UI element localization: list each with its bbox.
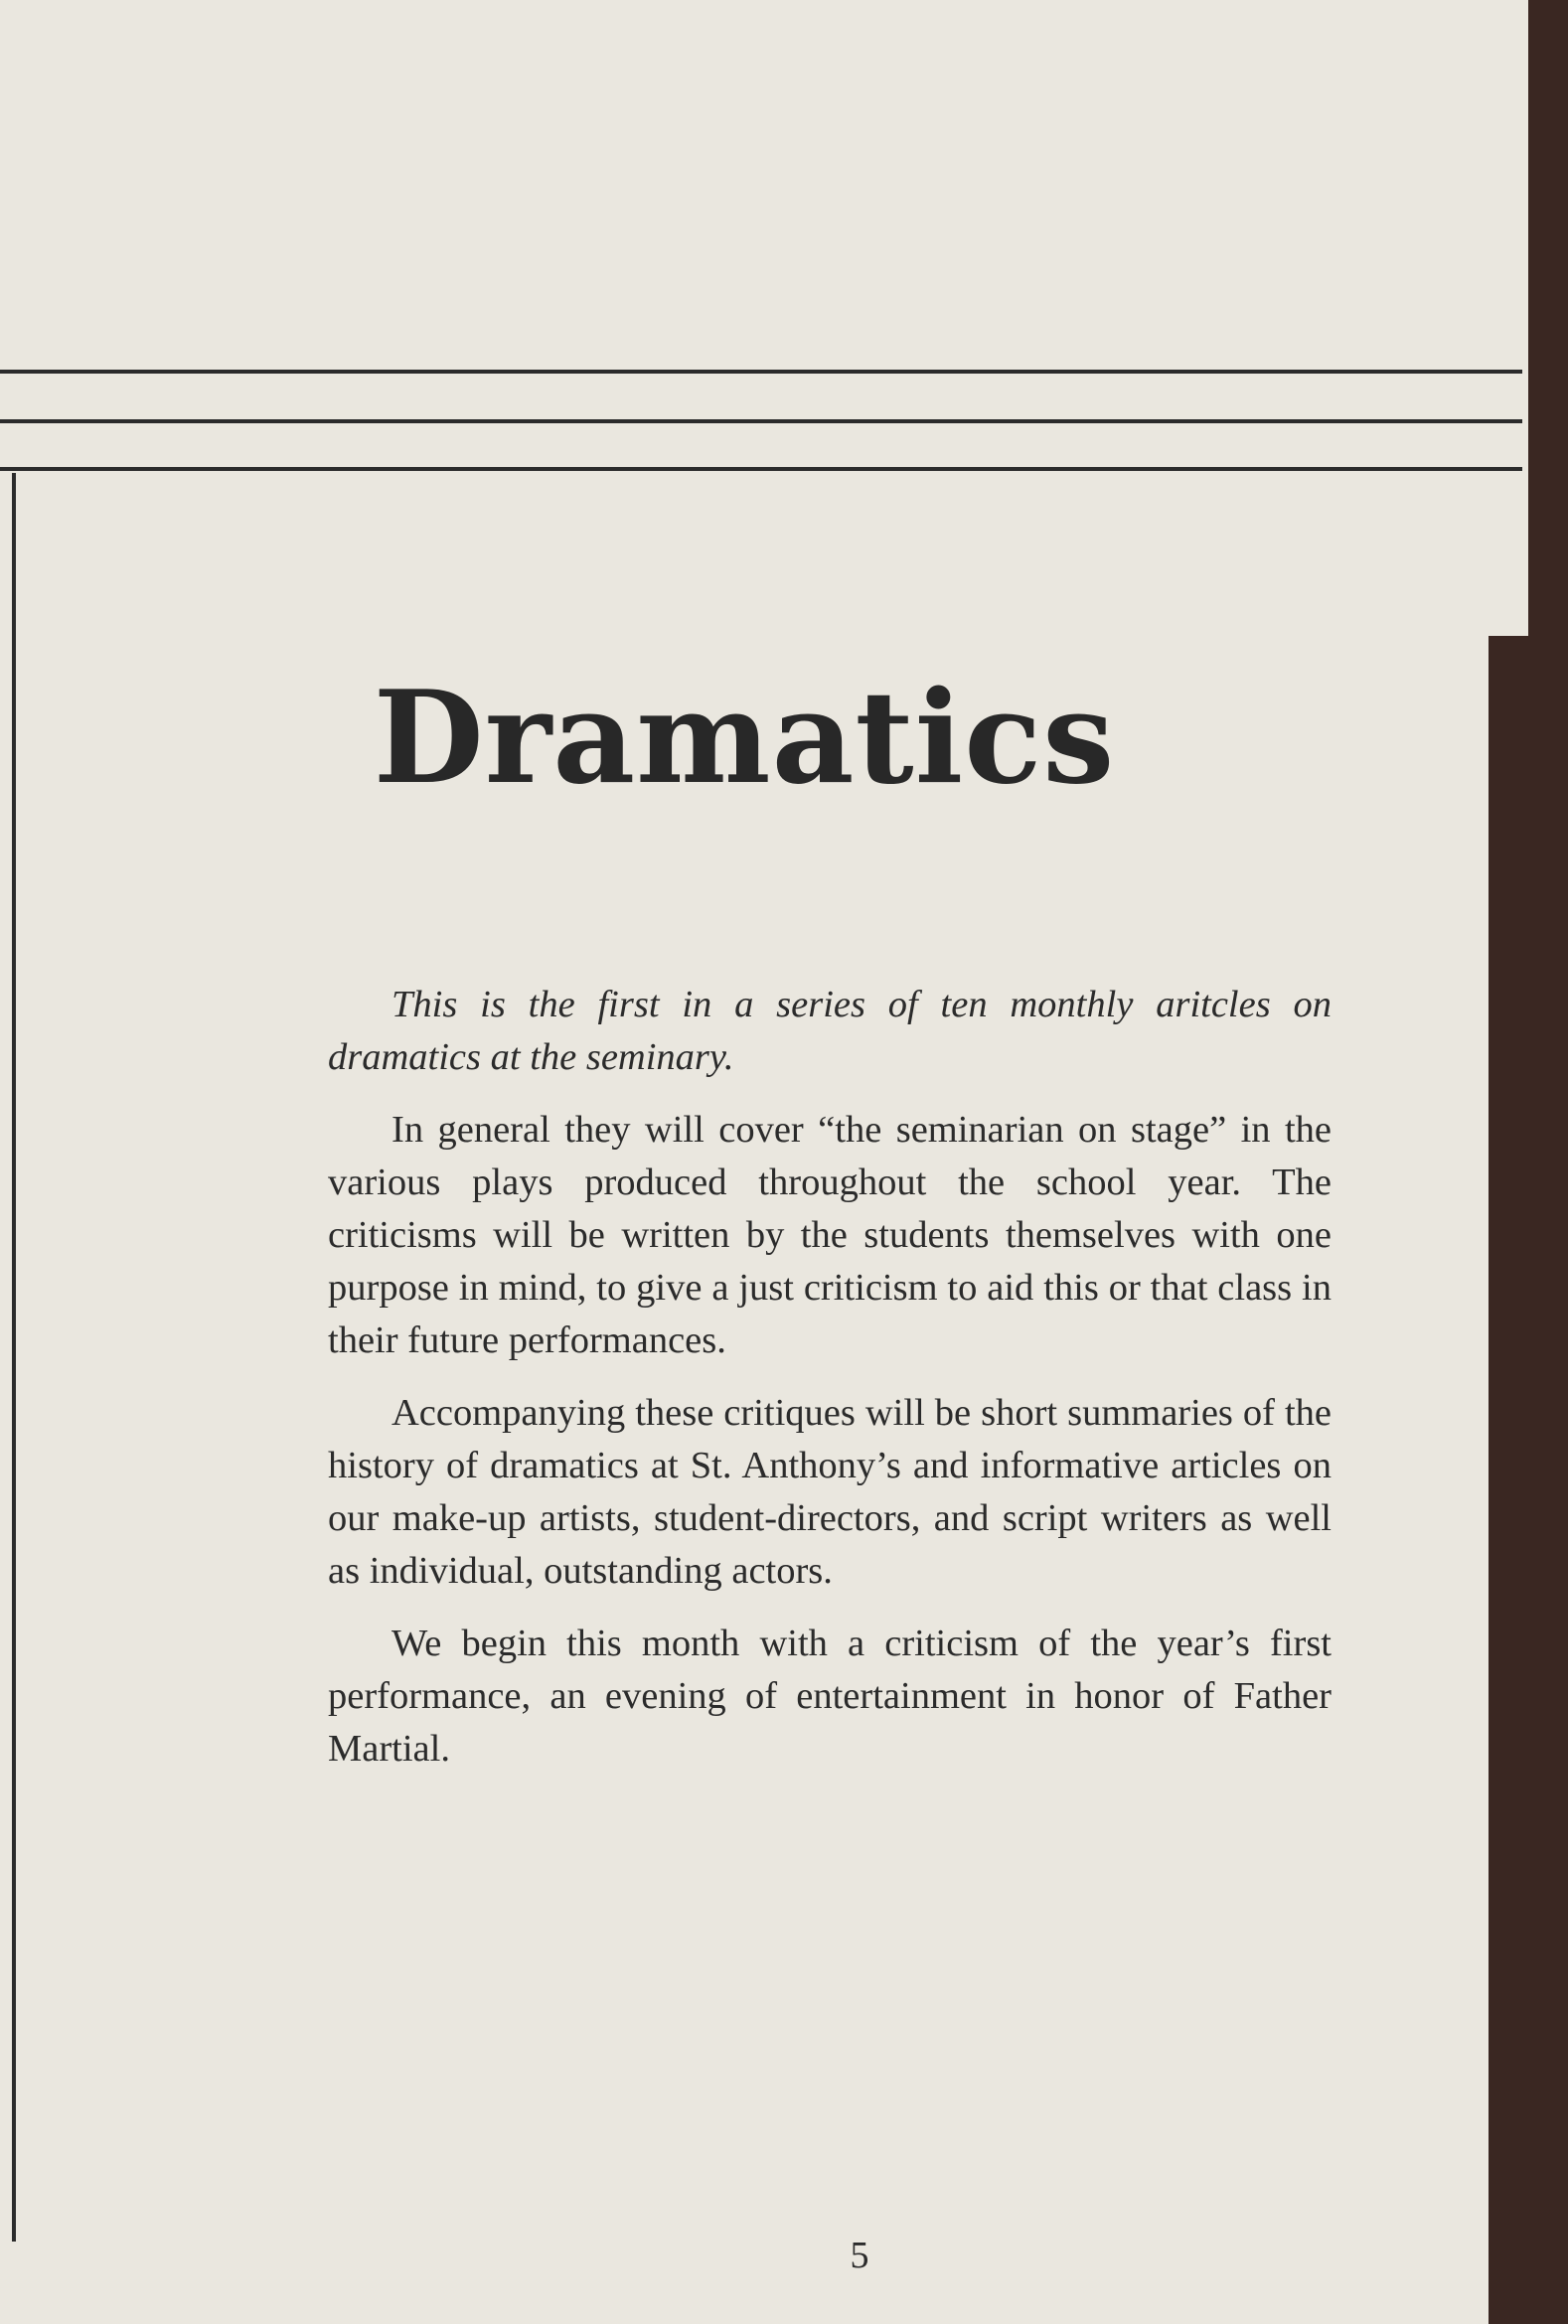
body-paragraph: In general they will cover “the seminarian on stage” in the various plays produced throughout the school year. The criticisms will be written by the students themselves with one purpose in mind, to give a just criticism to aid this or that class in their future performances. xyxy=(328,1109,1332,1361)
body-paragraph: Accompanying these critiques will be short summaries of the history of dramatics at St. Anthony’s and informative articles on our make-up artists, student-directors, and script writers as well as individual, outstanding actors. xyxy=(328,1392,1332,1592)
article-body xyxy=(328,979,1332,1795)
body-paragraph: We begin this month with a criticism of the year’s first performance, an evening of entertainment in honor of Father Martial. xyxy=(328,1623,1332,1770)
page-title: Dramatics xyxy=(373,664,1116,813)
header-rule-bottom xyxy=(0,467,1522,471)
header-rule-middle xyxy=(0,419,1522,423)
header-rule-top xyxy=(0,370,1522,374)
page-number: 5 xyxy=(850,2235,869,2276)
page-edge xyxy=(1431,0,1528,636)
intro-paragraph: This is the first in a series of ten monthly aritcles on dramatics at the seminary. xyxy=(328,984,1332,1078)
